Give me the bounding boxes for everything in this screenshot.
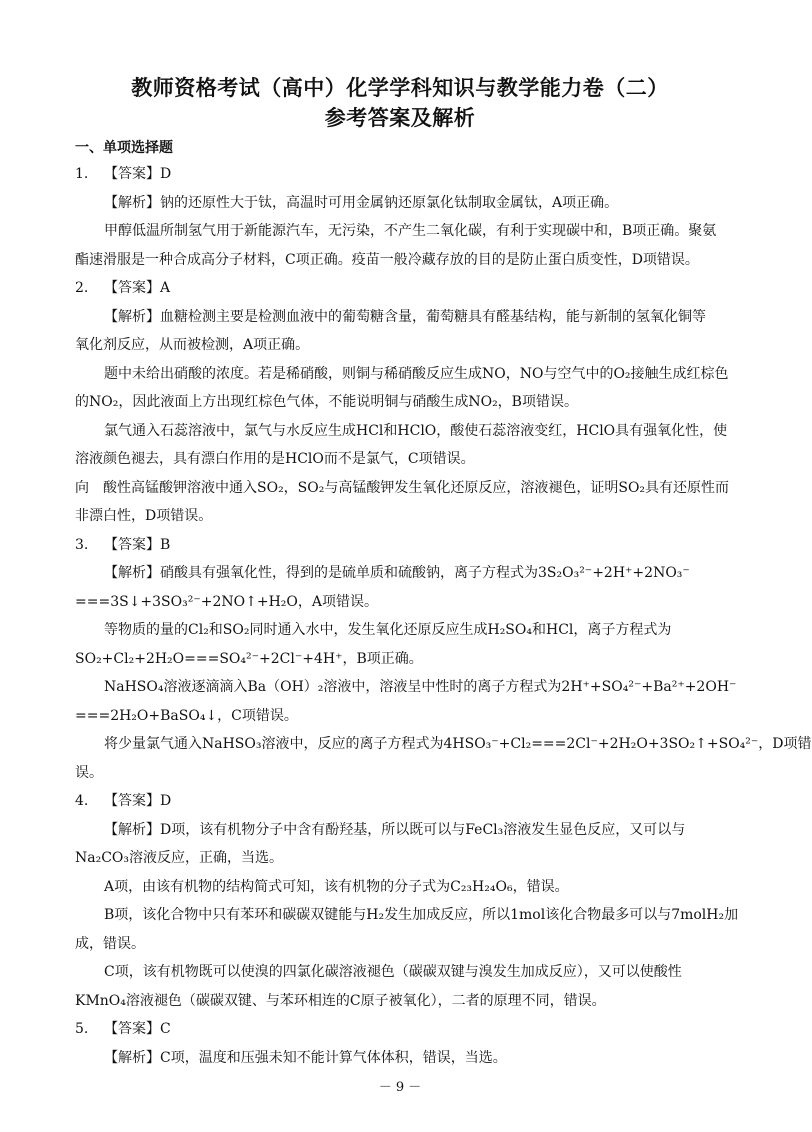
line-text: A项，由该有机物的结构简式可知，该有机物的分子式为C₂₃H₂₄O₆，错误。	[104, 878, 569, 895]
line-text: NaHSO₄溶液逐滴滴入Ba（OH）₂溶液中，溶液呈中性时的离子方程式为2H⁺+SO₄²⁻+Ba²⁺+2OH⁻	[104, 679, 737, 695]
line-text: 误。	[75, 764, 103, 781]
explanation-line	[75, 502, 730, 531]
line-text: 【解析】C项，温度和压强未知不能计算气体体积，错误，当选。	[104, 1049, 507, 1066]
line-text: 溶液颜色褪去，具有漂白作用的是HClO而不是氯气，C项错误。	[75, 451, 475, 467]
explanation-line	[75, 388, 730, 417]
explanation-line	[75, 645, 730, 674]
line-text: 【解析】D项，该有机物分子中含有酚羟基，所以既可以与FeCl₃溶液发生显色反应，又可以与	[104, 821, 686, 838]
explanation-line	[75, 702, 730, 731]
line-text: 将少量氯气通入NaHSO₃溶液中，反应的离子方程式为4HSO₃⁻+Cl₂===2Cl⁻+2H₂O+3SO₂↑+SO₄²⁻，D项错	[104, 736, 812, 752]
line-text: ===3S↓+3SO₃²⁻+2NO↑+H₂O，A项错误。	[75, 593, 378, 610]
line-text: 氯气通入石蕊溶液中，氯气与水反应生成HCl和HClO，酸使石蕊溶液变红，HClO具有强氧化性，使	[104, 422, 728, 439]
explanation-line	[75, 445, 730, 474]
line-text: KMnO₄溶液褪色（碳碳双键、与苯环相连的C原子被氧化），二者的原理不同，错误。	[75, 992, 606, 1009]
line-text: 题中未给出硝酸的浓度。若是稀硝酸，则铜与稀硝酸反应生成NO，NO与空气中的O₂接触生成红棕色	[104, 365, 729, 382]
explanation-line	[75, 987, 730, 1016]
explanation-line	[75, 958, 730, 987]
question-number: 2.	[75, 280, 89, 296]
line-text: 【答案】B	[104, 536, 171, 553]
explanation-line	[75, 844, 730, 873]
question-answer-line	[75, 1015, 730, 1044]
explanation-line	[75, 246, 730, 275]
explanation-line	[75, 474, 730, 503]
line-text: C项，该有机物既可以使溴的四氯化碳溶液褪色（碳碳双键与溴发生加成反应），又可以使酸性	[104, 964, 682, 980]
line-text: 【答案】D	[104, 793, 172, 809]
explanation-line	[75, 873, 730, 902]
explanation-line	[75, 759, 730, 788]
page-subtitle: 参考答案及解析	[324, 106, 476, 130]
line-text: Na₂CO₃溶液反应，正确，当选。	[75, 850, 284, 866]
line-text: 【解析】血糖检测主要是检测血液中的葡萄糖含量，葡萄糖具有醛基结构，能与新制的氢氧化铜等	[104, 308, 706, 325]
line-text: 【答案】D	[104, 166, 172, 182]
question-number: 4.	[75, 793, 89, 809]
line-text: SO₂+Cl₂+2H₂O===SO₄²⁻+2Cl⁻+4H⁺，B项正确。	[75, 650, 423, 667]
explanation-line	[75, 901, 739, 930]
explanation-line	[75, 303, 730, 332]
line-text: 【答案】C	[104, 1021, 171, 1037]
line-text: 酯速滑服是一种合成高分子材料，C项正确。疫苗一般冷藏存放的目的是防止蛋白质变性，D项错误。	[75, 251, 699, 268]
line-text: 非漂白性，D项错误。	[75, 508, 213, 524]
question-answer-line	[75, 787, 730, 816]
explanation-line	[75, 217, 730, 246]
answer-body	[75, 160, 812, 1072]
line-text: 成，错误。	[75, 935, 145, 952]
explanation-line	[75, 331, 730, 360]
explanation-line	[75, 1044, 730, 1073]
explanation-line	[75, 559, 730, 588]
question-answer-line	[75, 160, 730, 189]
line-text: 甲醇低温所制氢气用于新能源汽车，无污染，不产生二氧化碳，有利于实现碳中和，B项正确。聚氨	[104, 223, 717, 239]
line-text: 【答案】A	[104, 280, 171, 296]
question-answer-line	[75, 274, 730, 303]
line-text: 向 酸性高锰酸钾溶液中通入SO₂，SO₂与高锰酸钾发生氧化还原反应，溶液褪色，证明SO₂具有还原性而	[75, 479, 730, 496]
line-text: ===2H₂O+BaSO₄↓，C项错误。	[75, 707, 298, 724]
explanation-line	[75, 360, 730, 389]
explanation-line	[75, 730, 812, 759]
page-number: － 9 －	[378, 1080, 422, 1095]
explanation-line	[75, 189, 730, 218]
question-number: 5.	[75, 1021, 89, 1037]
line-text: 【解析】硝酸具有强氧化性，得到的是硫单质和硫酸钠，离子方程式为3S₂O₃²⁻+2H⁺+2NO₃⁻	[104, 565, 690, 581]
explanation-line	[75, 417, 730, 446]
line-text: B项，该化合物中只有苯环和碳碳双键能与H₂发生加成反应，所以1mol该化合物最多可以与7molH₂加	[104, 907, 739, 923]
line-text: 等物质的量的Cl₂和SO₂同时通入水中，发生氧化还原反应生成H₂SO₄和HCl，离子方程式为	[104, 622, 672, 638]
line-text: 【解析】钠的还原性大于钛，高温时可用金属钠还原氯化钛制取金属钛，A项正确。	[104, 194, 619, 211]
explanation-line	[75, 673, 737, 702]
question-answer-line	[75, 531, 730, 560]
question-number: 3.	[75, 536, 89, 553]
explanation-line	[75, 588, 730, 617]
line-text: 的NO₂，因此液面上方出现红棕色气体，不能说明铜与硝酸生成NO₂，B项错误。	[75, 394, 578, 410]
section-heading: 一、单项选择题	[75, 140, 173, 156]
question-number: 1.	[75, 166, 89, 182]
explanation-line	[75, 816, 730, 845]
line-text: 氧化剂反应，从而被检测，A项正确。	[75, 337, 310, 353]
page-title: 教师资格考试（高中）化学学科知识与教学能力卷（二）	[131, 76, 669, 100]
explanation-line	[75, 930, 730, 959]
explanation-line	[75, 616, 730, 645]
